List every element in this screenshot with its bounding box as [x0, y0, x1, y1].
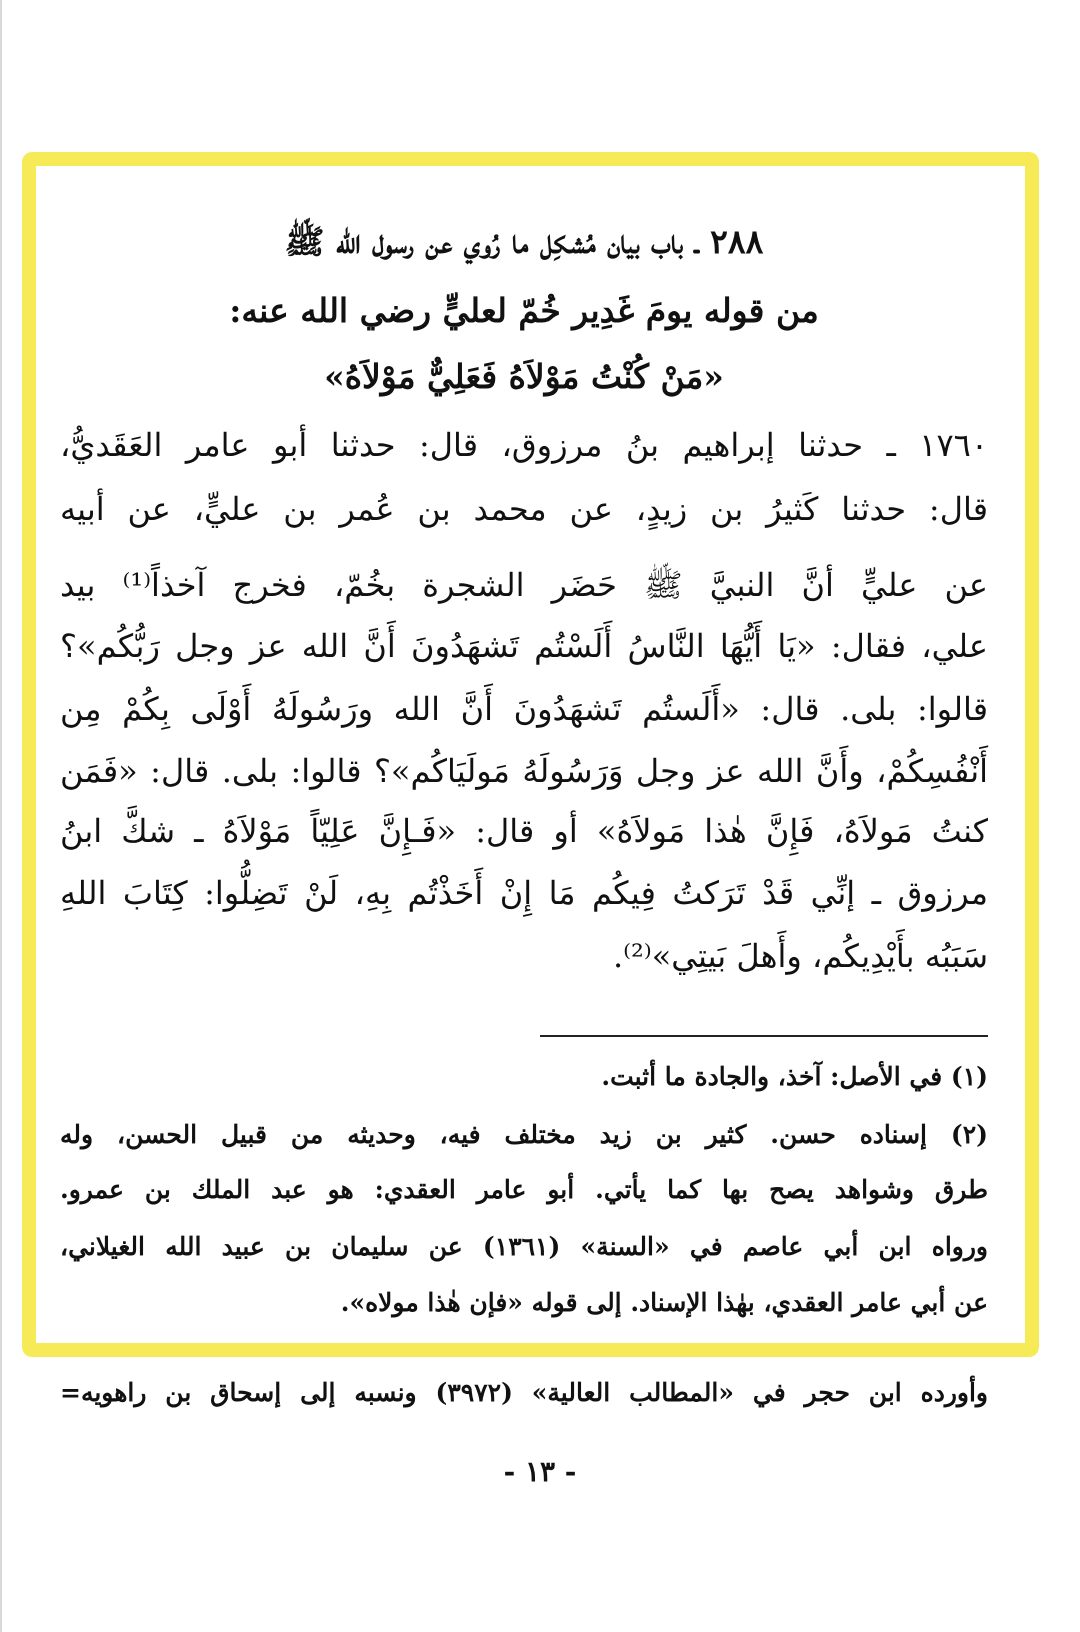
page-content — [60, 0, 988, 1632]
hadith-line: قالوا: بلى. قال: «أَلَستُم تَشهَدُونَ أَنَّ الله ورَسُولَهُ أَوْلَى بِكُمْ مِن — [60, 690, 989, 728]
hadith-line: ١٧٦٠ ـ حدثنا إبراهيم بنُ مرزوق، قال: حدثنا أبو عامر العَقَديُّ، — [60, 426, 989, 464]
page-edge — [0, 0, 2, 1632]
hadith-line: كنتُ مَولاَهُ، فَإِنَّ هٰذا مَولاَهُ» أو قال: «فَـإِنَّ عَلِيّاً مَوْلاَهُ ـ شكَّ ابنُ — [60, 812, 988, 850]
hadith-line: عن عليٍّ أنَّ النبيَّ ﷺ حَضَر الشجرة بخُمّ، فخرج آخذاً⁽¹⁾ بيد — [60, 566, 989, 604]
footnote-line: (١) في الأصل: آخذ، والجادة ما أثبت. — [601, 1062, 988, 1091]
chapter-heading-line-1: ٢٨٨ ـ باب بيان مُشكِل ما رُوي عن رسول الله ﷺ — [284, 222, 764, 261]
hadith-line: سَبَبُه بأَيْدِيكُم، وأَهلَ بَيتِي»⁽²⁾. — [613, 937, 988, 975]
footnote-line: طرق وشواهد يصح بها كما يأتي. أبو عامر العقدي: هو عبد الملك بن عمرو. — [60, 1175, 988, 1204]
footnote-line: ورواه ابن أبي عاصم في «السنة» (١٣٦١) عن سليمان بن عبيد الله الغيلاني، — [60, 1232, 988, 1261]
footnote-line: (٢) إسناده حسن. كثير بن زيد مختلف فيه، وحديثه من قبيل الحسن، وله — [60, 1120, 988, 1149]
footnote-line: وأورده ابن حجر في «المطالب العالية» (٣٩٧٢) ونسبه إلى إسحاق بن راهويه= — [60, 1378, 988, 1407]
hadith-line: أَنْفُسِكُمْ، وأَنَّ الله عز وجل وَرَسُولَهُ مَولَيَاكُم»؟ قالوا: بلى. قال: «فَمَن — [60, 752, 988, 790]
footnote-divider — [540, 1035, 988, 1037]
page-number: - ١٣ - — [503, 1455, 577, 1488]
footnote-line: عن أبي عامر العقدي، بهٰذا الإسناد. إلى قوله «فإن هٰذا مولاه». — [340, 1288, 988, 1317]
chapter-heading-line-2: من قوله يومَ غَدِير خُمّ لعليٍّ رضي الله عنه: — [229, 291, 819, 330]
chapter-heading-line-3: «مَنْ كُنْتُ مَوْلاَهُ فَعَلِيٌّ مَوْلاَهُ» — [324, 357, 724, 396]
hadith-line: مرزوق ـ إنِّي قَدْ تَرَكتُ فِيكُم مَا إِنْ أَخَذْتُم بِهِ، لَنْ تَضِلُّوا: كِتَابَ اللهِ — [60, 874, 988, 912]
hadith-line: قال: حدثنا كَثيرُ بن زيدٍ، عن محمد بن عُمر بن عليٍّ، عن أبيه — [60, 490, 988, 528]
hadith-line: علي، فقال: «يَا أَيُّهَا النَّاسُ أَلَسْتُم تَشهَدُونَ أَنَّ الله عز وجل رَبُّكُم»؟ — [60, 627, 988, 665]
